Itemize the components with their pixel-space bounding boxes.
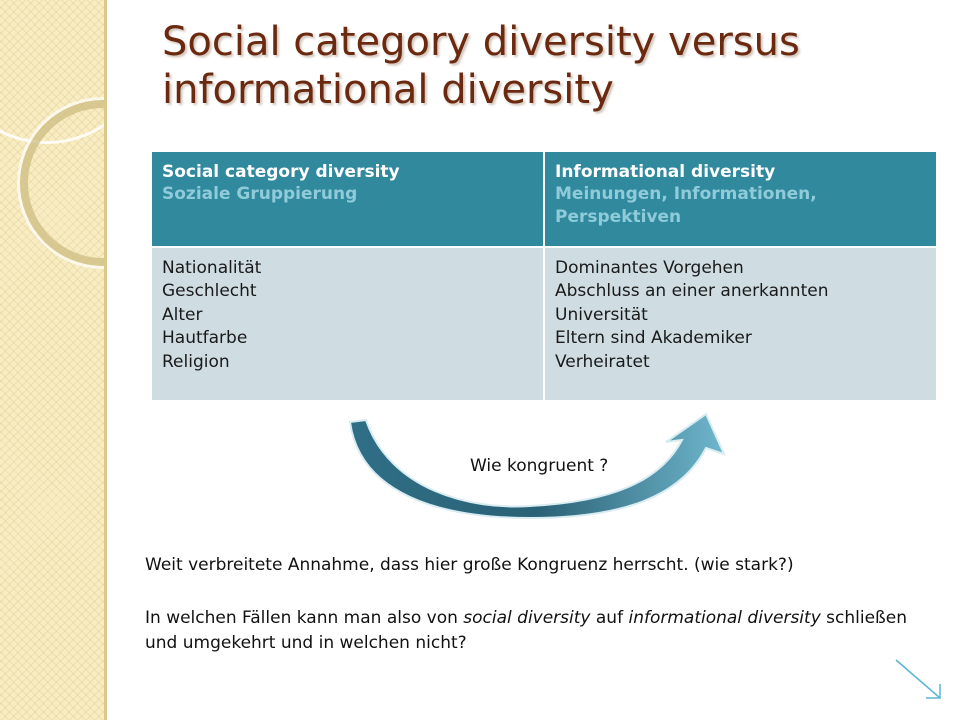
question-text: auf (590, 608, 629, 628)
social-diversity-subheading: Soziale Gruppierung (162, 184, 358, 205)
header-cell-social (151, 151, 544, 247)
social-items-cell (151, 247, 544, 401)
arrow-label: Wie kongruent ? (470, 456, 609, 476)
slide-title: Social category diversity versus informational diversity (162, 19, 800, 113)
social-diversity-heading: Social category diversity (162, 162, 400, 182)
question-text: schließen und umgekehrt und in welchen nicht? (145, 608, 907, 653)
informational-item: Dominantes Vorgehen (555, 258, 744, 278)
informational-item: Eltern sind Akademiker (555, 328, 752, 349)
social-diversity-term: social diversity (463, 608, 591, 628)
table-header-row (151, 151, 937, 247)
informational-diversity-term: informational diversity (628, 608, 821, 628)
informational-item: Verheiratet (555, 351, 650, 372)
assumption-note: Weit verbreitete Annahme, dass hier große Kongruenz herrscht. (wie stark?) (145, 555, 794, 575)
header-cell-informational (544, 151, 937, 247)
social-item: Geschlecht (162, 281, 257, 302)
social-item: Alter (162, 304, 203, 325)
informational-items-cell (544, 247, 937, 401)
informational-diversity-subheading: Meinungen, Informationen, Perspektiven (555, 184, 817, 228)
social-item: Nationalität (162, 258, 262, 278)
table-body-row (151, 247, 937, 401)
decorative-sidebar (0, 0, 104, 720)
diversity-table (150, 150, 938, 402)
informational-item: Abschluss an einer anerkannten Universität (555, 281, 829, 325)
sidebar-divider (104, 0, 107, 720)
social-item: Religion (162, 351, 230, 372)
social-item: Hautfarbe (162, 328, 248, 349)
informational-diversity-heading: Informational diversity (555, 162, 776, 182)
question-note (145, 606, 935, 655)
question-text: In welchen Fällen kann man also von (145, 608, 464, 628)
diagonal-arrow-icon (892, 656, 948, 706)
